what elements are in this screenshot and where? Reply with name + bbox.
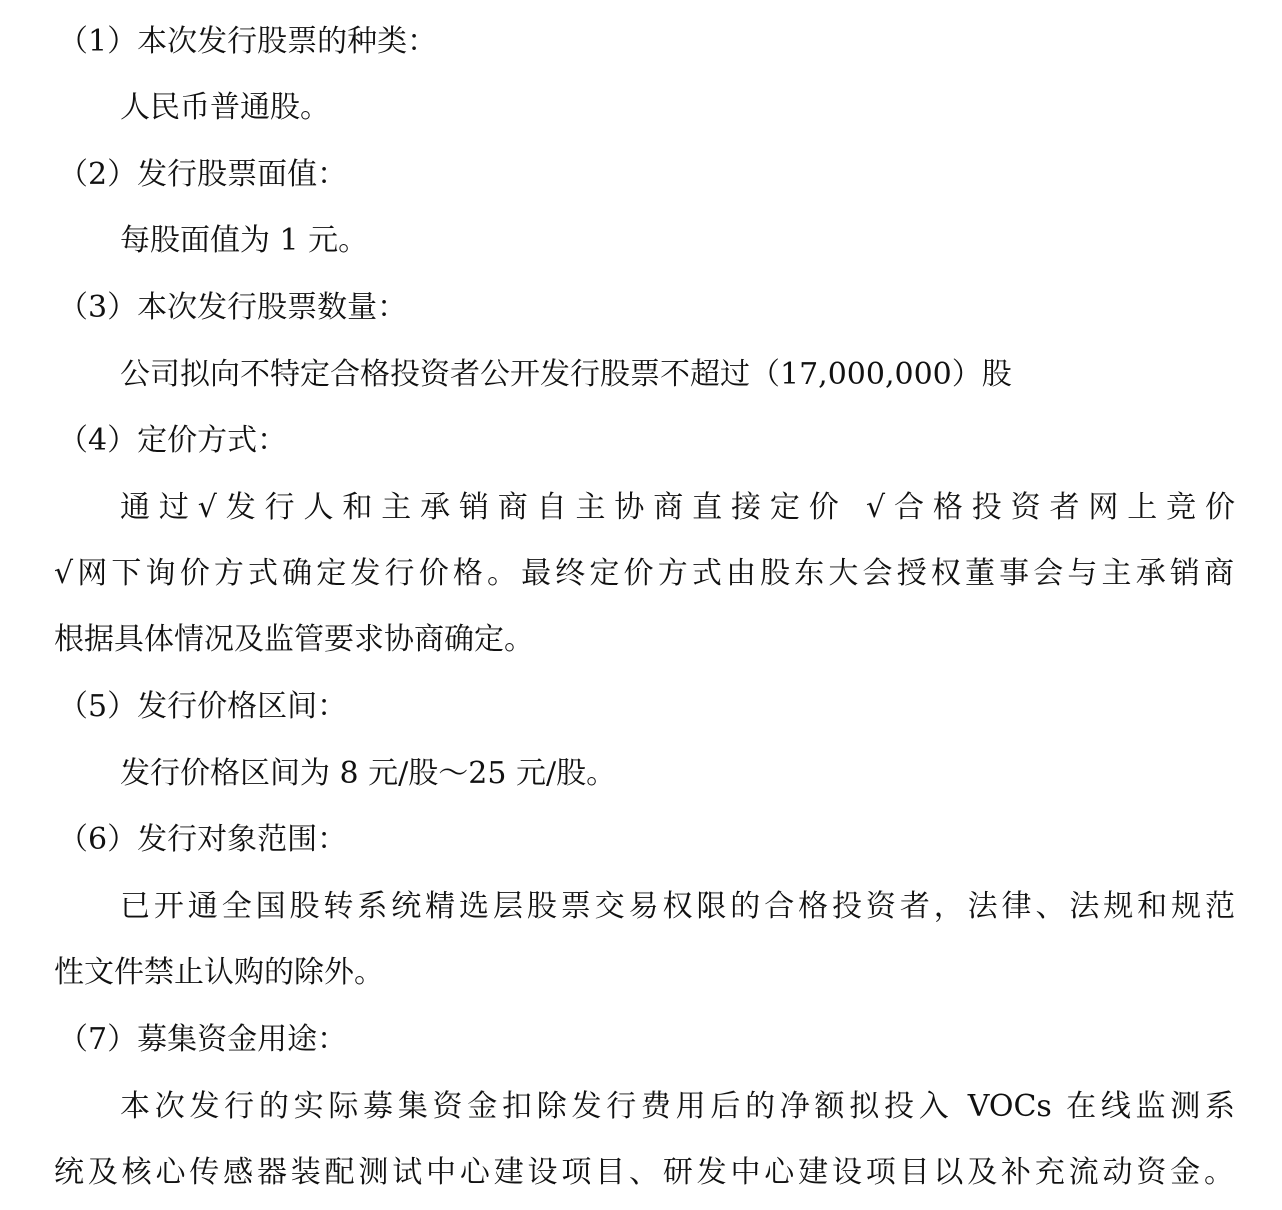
section-2-heading: （2）发行股票面值： bbox=[58, 157, 348, 192]
section-5-text: 发行价格区间为 8 元/股～25 元/股。 bbox=[120, 756, 617, 791]
section-6-text-line-2: 性文件禁止认购的除外。 bbox=[54, 955, 384, 990]
section-4-heading: （4）定价方式： bbox=[58, 423, 288, 458]
section-7-heading: （7）募集资金用途： bbox=[58, 1022, 348, 1057]
section-4-text-line-1: 通过√发行人和主承销商自主协商直接定价 √合格投资者网上竞价 bbox=[120, 490, 1235, 525]
section-7-text-line-1: 本次发行的实际募集资金扣除发行费用后的净额拟投入 VOCs 在线监测系 bbox=[120, 1089, 1235, 1124]
section-6-text-line-1: 已开通全国股转系统精选层股票交易权限的合格投资者，法律、法规和规范 bbox=[120, 889, 1235, 924]
section-1-text: 人民币普通股。 bbox=[120, 90, 330, 125]
section-7-text-line-2: 统及核心传感器装配测试中心建设项目、研发中心建设项目以及补充流动资金。 bbox=[54, 1155, 1234, 1190]
section-5-heading: （5）发行价格区间： bbox=[58, 689, 348, 724]
section-1-heading: （1）本次发行股票的种类： bbox=[58, 24, 438, 59]
section-4-text-line-2: √网下询价方式确定发行价格。最终定价方式由股东大会授权董事会与主承销商 bbox=[54, 556, 1234, 591]
section-2-text: 每股面值为 1 元。 bbox=[120, 223, 369, 258]
section-4-text-line-3: 根据具体情况及监管要求协商确定。 bbox=[54, 622, 534, 657]
section-6-heading: （6）发行对象范围： bbox=[58, 822, 348, 857]
section-3-heading: （3）本次发行股票数量： bbox=[58, 290, 408, 325]
section-3-text: 公司拟向不特定合格投资者公开发行股票不超过（17,000,000）股 bbox=[120, 357, 1012, 392]
